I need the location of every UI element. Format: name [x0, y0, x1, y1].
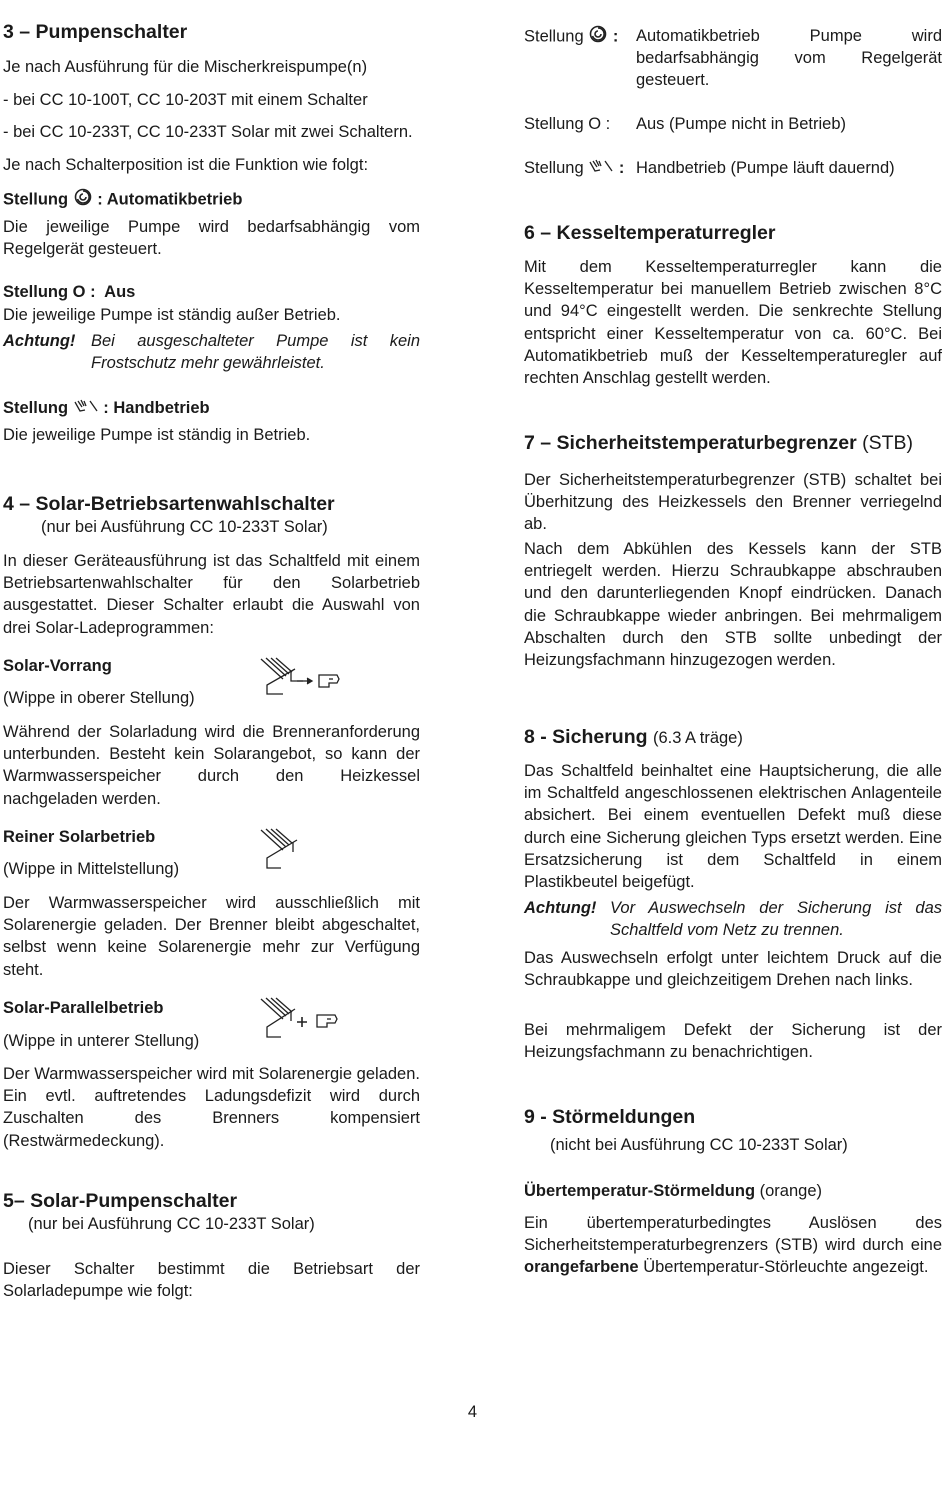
overtemp-title-suffix: (orange) — [759, 1182, 822, 1200]
section-3-heading: 3 – Pumpenschalter — [3, 21, 188, 43]
solar-pump-auto-text: Automatikbetrieb Pumpe wird bedarfsabhängig vom Regelgerät gesteuert. — [636, 27, 942, 90]
solar-priority-text: Während der Solarladung wird die Brenneranforderung unterbunden. Besteht kein Solarangebot, so kann der Warmwasserspeicher durch den Heizkessel nachgeladen werden. — [3, 723, 420, 808]
section-3-p2: - bei CC 10-100T, CC 10-203T mit einem Schalter — [3, 91, 368, 109]
hand-mode-title: : Handbetrieb — [103, 399, 210, 417]
section-5-heading: 5– Solar-Pumpenschalter — [3, 1190, 238, 1212]
auto-mode-text: Die jeweilige Pumpe wird bedarfsabhängig vom Regelgerät gesteuert. — [3, 218, 420, 259]
hand-mode-line — [3, 397, 420, 420]
section-7-heading: 7 – Sicherheitstemperaturbegrenzer — [524, 432, 857, 454]
overtemp-title-line — [524, 1180, 942, 1202]
solar-priority-position: (Wippe in oberer Stellung) — [3, 689, 195, 707]
solar-only-position: (Wippe in Mittelstellung) — [3, 860, 180, 878]
solar-priority-icon — [253, 655, 348, 702]
section-8-p3: Bei mehrmaligem Defekt der Sicherung ist der Heizungsfachmann zu benachrichtigen. — [524, 1021, 942, 1062]
warning-block — [3, 330, 420, 374]
section-4-subheading: (nur bei Ausführung CC 10-233T Solar) — [41, 518, 328, 536]
section-6-text: Mit dem Kesseltemperaturregler kann die Kesseltemperatur bei manuellem Betrieb zwischen 8°C und 94°C eingestellt werden. Die senkrechte Stellung entspricht einer Kesseltemperatur von ca. 60°C. Bei Automatikbetrieb muß der Kesseltemperaturegler auf rechten Anschlag gestellt werden. — [524, 258, 942, 388]
section-8-warning — [524, 897, 942, 941]
section-9-subheading: (nicht bei Ausführung CC 10-233T Solar) — [550, 1136, 848, 1154]
off-mode-line — [3, 281, 420, 303]
warning-label: Achtung! — [3, 332, 76, 350]
solar-priority-title: Solar-Vorrang — [3, 657, 112, 675]
overtemp-title: Übertemperatur-Störmeldung — [524, 1182, 756, 1200]
solar-parallel-position: (Wippe in unterer Stellung) — [3, 1032, 200, 1050]
off-mode-text: Die jeweilige Pumpe ist ständig außer Betrieb. — [3, 306, 341, 324]
hand-mode-label: Stellung — [3, 399, 69, 417]
section-3-p4: Je nach Schalterposition ist die Funktion wie folgt: — [3, 156, 369, 174]
solar-parallel-icon — [253, 995, 348, 1044]
section-5-text: Dieser Schalter bestimmt die Betriebsart der Solarladepumpe wie folgt: — [3, 1260, 420, 1301]
section-3-p3: - bei CC 10-233T, CC 10-233T Solar mit zwei Schaltern. — [3, 123, 413, 141]
overtemp-text-a: Ein übertemperaturbedingtes Auslösen des Sicherheitstemperaturbegrenzers (STB) wird durch eine — [524, 1214, 942, 1255]
section-7-heading-line — [524, 431, 942, 455]
overtemp-text-b: Übertemperatur-Störleuchte angezeigt. — [643, 1258, 929, 1277]
solar-pump-off — [524, 113, 942, 135]
section-4-intro: In dieser Geräteausführung ist das Schaltfeld mit einem Betriebsartenwahlschalter für den Solarbetrieb ausgestattet. Dieser Schalter erlaubt die Auswahl von drei Solar-Ladeprogrammen: — [3, 552, 420, 637]
off-mode-title: Aus — [104, 283, 136, 301]
auto-mode-title: : Automatikbetrieb — [97, 190, 243, 209]
solar-pump-off-text: Aus (Pumpe nicht in Betrieb) — [636, 115, 847, 133]
solar-only-icon — [253, 826, 305, 875]
overtemp-text-bold: orangefarbene — [524, 1258, 639, 1277]
solar-pump-auto-label: Stellung — [524, 27, 584, 46]
auto-mode-label: Stellung — [3, 190, 69, 209]
hand-mode-text: Die jeweilige Pumpe ist ständig in Betrieb. — [3, 426, 311, 444]
overtemp-text — [524, 1212, 942, 1279]
warning-text: Bei ausgeschalteter Pumpe ist kein Frostschutz mehr gewährleistet. — [91, 332, 420, 373]
off-mode-label: Stellung O : — [3, 283, 96, 301]
auto-mode-line — [3, 188, 420, 212]
solar-only-text: Der Warmwasserspeicher wird ausschließlich mit Solarenergie geladen. Der Brenner bleibt abgeschaltet, selbst wenn keine Solarenergie mehr zur Verfügung steht. — [3, 894, 420, 979]
section-7-p2: Nach dem Abkühlen des Kessels kann der STB entriegelt werden. Hierzu Schraubkappe abschrauben und den darunterliegenden Knopf eindrücken. Danach die Schraubkappe wieder anbringen. Bei mehrmaligem Abschalten durch den STB sollte unbedingt der Heizungsfachmann hinzugezogen werden. — [524, 540, 942, 670]
auto-mode-icon — [588, 25, 608, 49]
solar-pump-hand — [524, 157, 942, 180]
section-8-heading-line — [524, 725, 942, 750]
section-3-p1: Je nach Ausführung für die Mischerkreispumpe(n) — [3, 58, 368, 76]
solar-pump-auto-colon: : — [612, 27, 619, 46]
section-8-warning-text: Vor Auswechseln der Sicherung ist das Schaltfeld vom Netz zu trennen. — [610, 899, 942, 940]
hand-mode-icon — [588, 158, 614, 180]
hand-mode-icon — [73, 398, 99, 420]
solar-pump-hand-label-group — [524, 157, 636, 180]
solar-pump-hand-colon: : — [618, 159, 625, 177]
solar-pump-hand-label: Stellung — [524, 159, 584, 177]
section-8-heading-suffix: (6.3 A träge) — [652, 729, 743, 747]
section-7-heading-suffix: (STB) — [862, 432, 914, 454]
solar-pump-hand-text: Handbetrieb (Pumpe läuft dauernd) — [636, 159, 895, 177]
solar-pump-auto — [524, 25, 942, 92]
page-number: 4 — [467, 1403, 478, 1421]
section-5-subheading: (nur bei Ausführung CC 10-233T Solar) — [28, 1215, 315, 1233]
section-8-heading: 8 - Sicherung — [524, 726, 648, 748]
section-8-p1: Das Schaltfeld beinhaltet eine Hauptsicherung, die alle im Schaltfeld angeschlossenen elektrischen Anlagenteile absichert. Bei einem eventuellen Defekt muß diese durch eine Sicherung gleichen Typs ersetzt werden. Eine Ersatzsicherung ist dem Schaltfeld in einem Plastikbeutel beigefügt. — [524, 762, 942, 892]
solar-parallel-text: Der Warmwasserspeicher wird mit Solarenergie geladen. Ein evtl. auftretendes Ladungsdefizit wird durch Zuschalten des Brenners kompensiert (Restwärmedeckung). — [3, 1065, 420, 1150]
section-9-heading: 9 - Störmeldungen — [524, 1106, 696, 1128]
solar-pump-off-label: Stellung O : — [524, 115, 611, 133]
solar-parallel-title: Solar-Parallelbetrieb — [3, 999, 164, 1017]
section-7-p1: Der Sicherheitstemperaturbegrenzer (STB) schaltet bei Überhitzung des Heizkessels den Brenner verriegelnd ab. — [524, 471, 942, 534]
section-8-warning-label: Achtung! — [524, 899, 597, 917]
auto-mode-icon — [73, 188, 93, 212]
solar-only-title: Reiner Solarbetrieb — [3, 828, 156, 846]
solar-pump-auto-label-group — [524, 25, 636, 92]
section-8-p2: Das Auswechseln erfolgt unter leichtem Druck auf die Schraubkappe und gleichzeitigem Drehen nach links. — [524, 949, 942, 990]
section-6-heading: 6 – Kesseltemperaturregler — [524, 222, 776, 244]
section-4-heading: 4 – Solar-Betriebsartenwahlschalter — [3, 493, 335, 515]
